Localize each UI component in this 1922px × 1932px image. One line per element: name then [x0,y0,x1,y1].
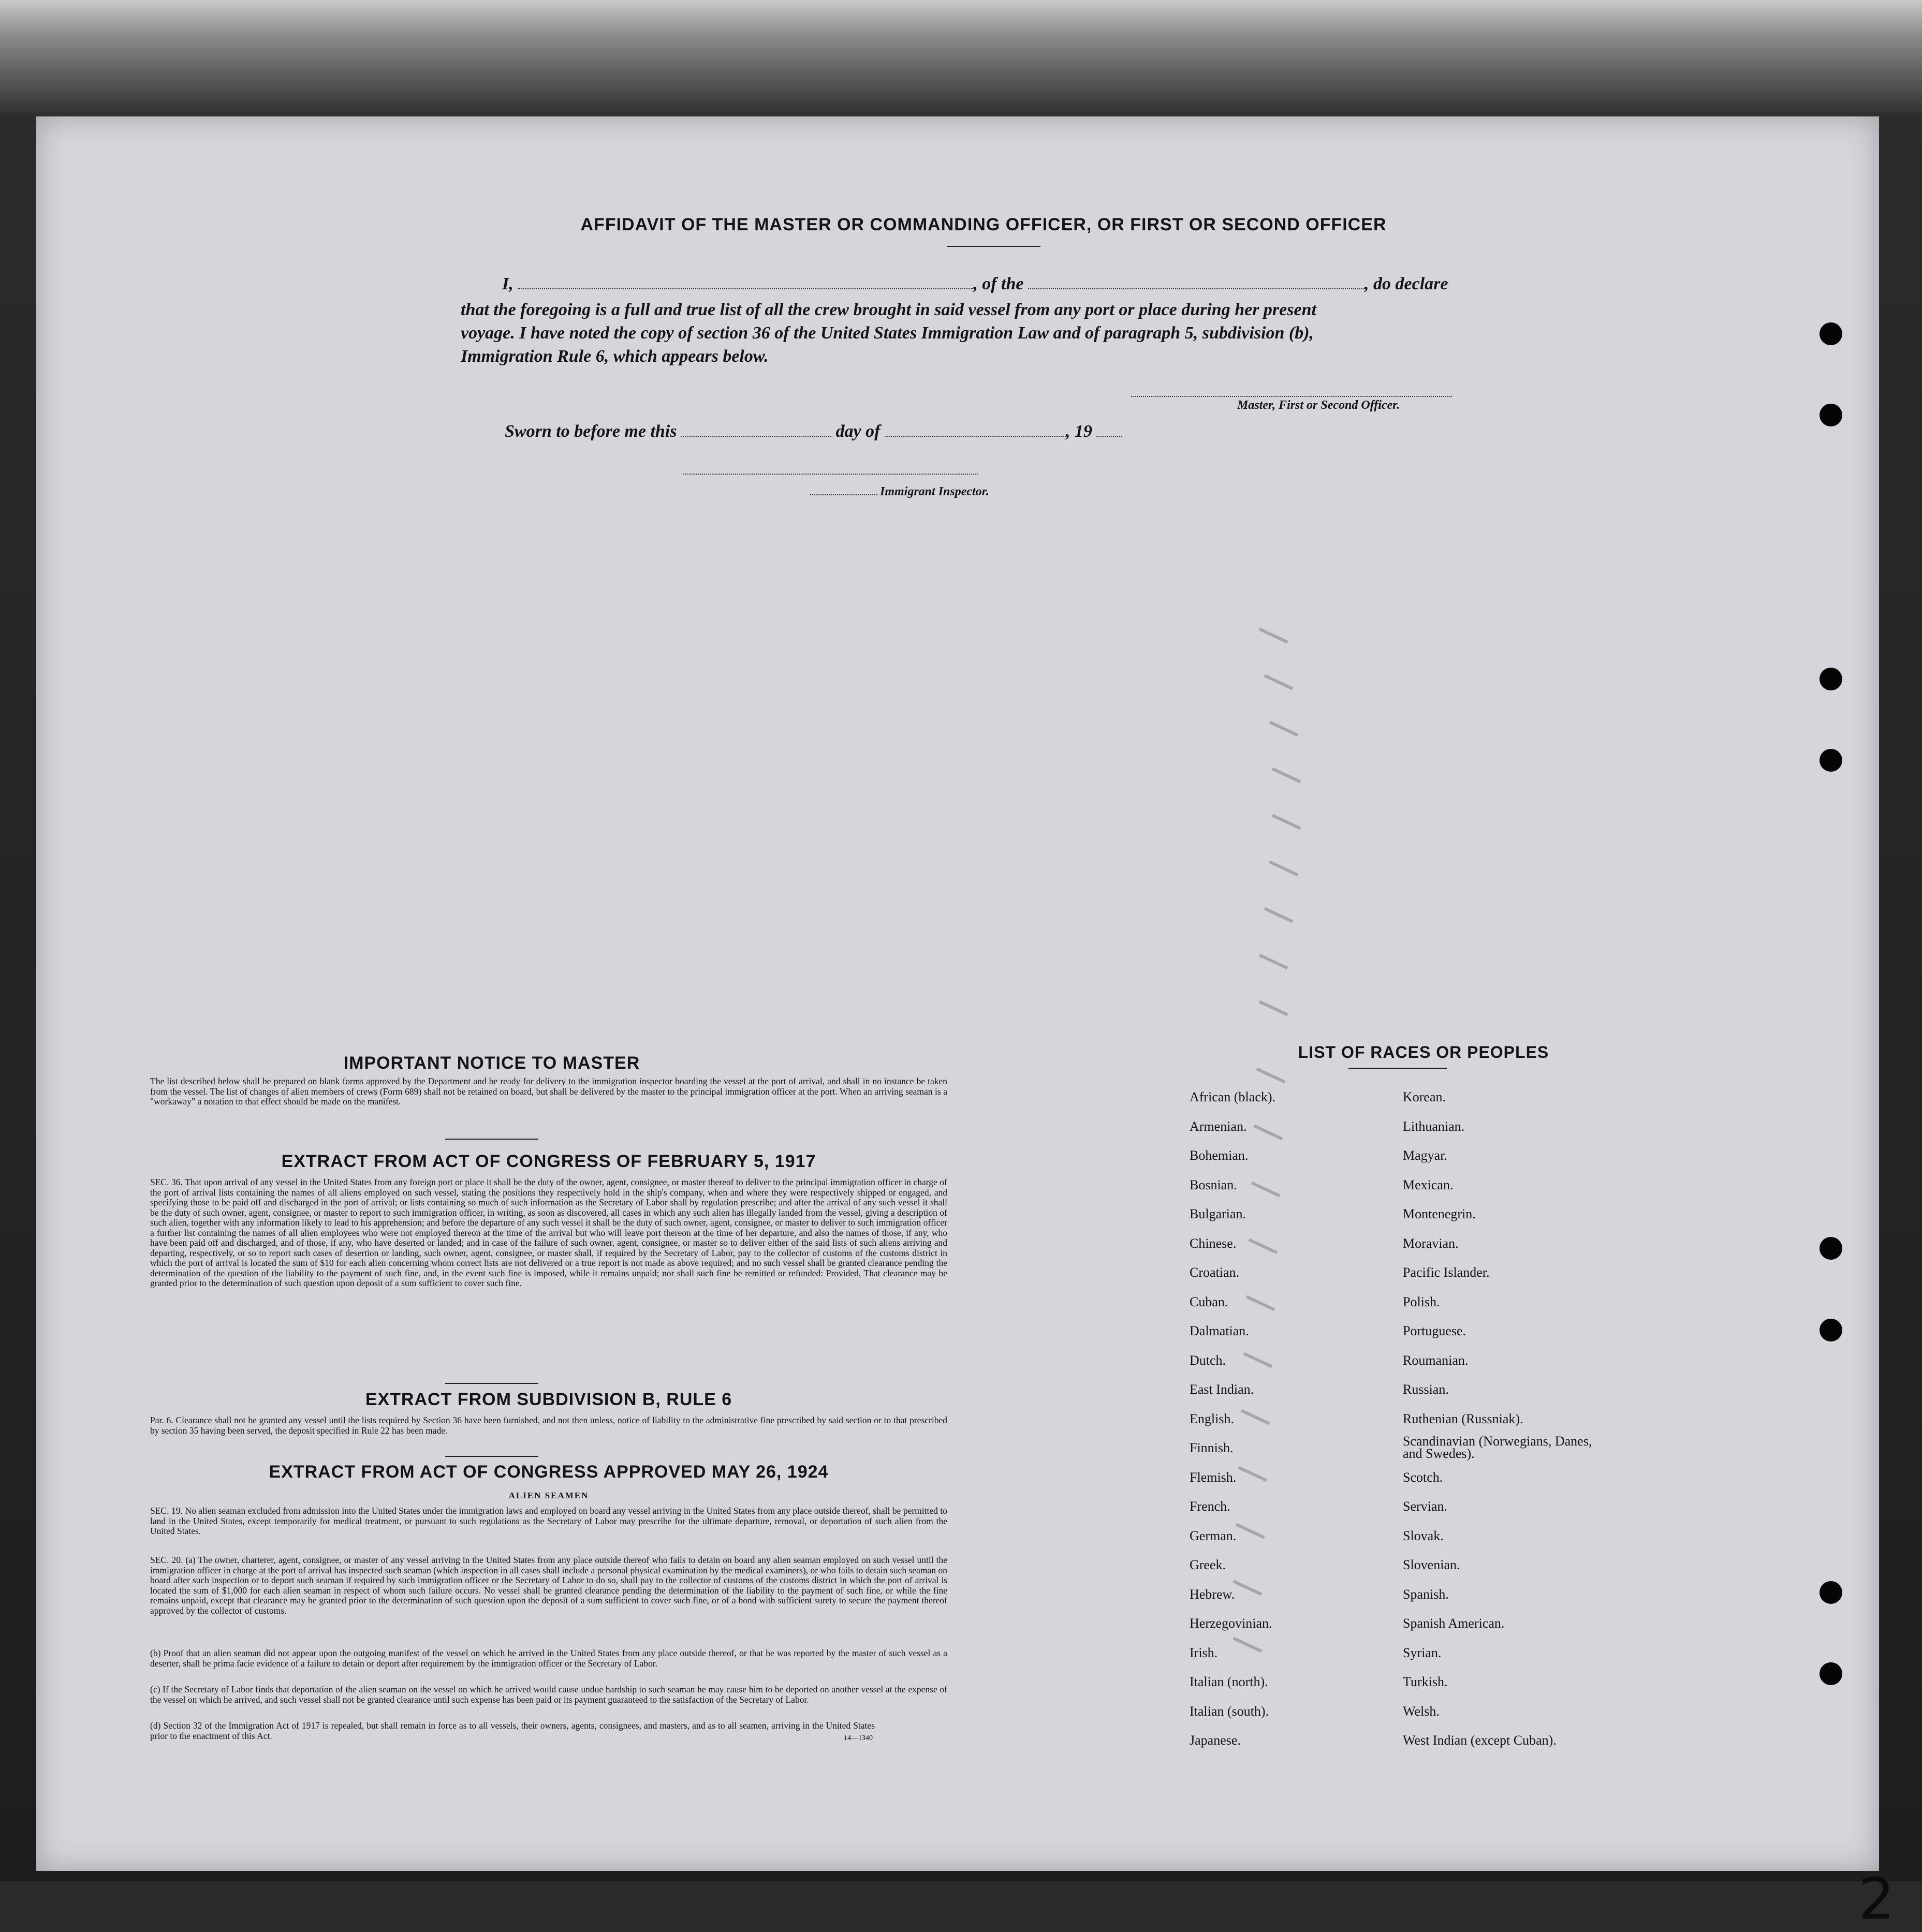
sec-19-text: SEC. 19. No alien seaman excluded from admission into the United States under the immigration laws and employed on board any vessel arriving in the United States from any place outside thereof, shall be permitted to land in the United States, except temporarily for medical treatment, or pursuant to such regulations as the Secretary of Labor may prescribe for the ultimate departure, removal, or deportation of such alien from the United States. [150,1506,947,1536]
race-item: Moravian. [1403,1235,1459,1251]
race-item: Dalmatian. [1190,1323,1249,1338]
race-item: Chinese. [1190,1235,1237,1251]
pencil-mark [1254,1125,1283,1141]
inspector-signature-line [683,474,978,475]
races-title: LIST OF RACES OR PEOPLES [1298,1043,1549,1061]
punch-hole [1820,1662,1842,1685]
pencil-mark [1236,1523,1265,1539]
subdivision-b-text: Par. 6. Clearance shall not be granted any vessel until the lists required by Section 36 have been furnished, and not then unless, notice of liability to the administrative fine prescribed by said section or to that prescribed by section 35 having been served, the deposit specified in Rule 22 has been made. [150,1415,947,1436]
film-edge [0,0,1922,119]
punch-hole [1820,749,1842,772]
race-item: Flemish. [1190,1469,1237,1485]
pencil-mark [1264,674,1294,690]
sec-20d-text: (d) Section 32 of the Immigration Act of 1917 is repealed, but shall remain in force as to all vessels, their owners, agents, consignees, and masters, and as to all seamen, arriving in the United States prior to the enactment of this Act. [150,1720,875,1741]
race-item: Finnish. [1190,1440,1234,1455]
pencil-mark [1259,1000,1288,1016]
master-signature-line [1131,396,1452,397]
punch-hole [1820,668,1842,690]
sec-20a-text: SEC. 20. (a) The owner, charterer, agent, consignee, or master of any vessel arriving in the United States from any place outside thereof who fails to detain on board any alien seaman employed on such vessel until the immigration officer in charge at the port of arrival has inspected such seaman (which inspection in all cases shall include a personal physical examination by the medical examiners), or who fails to detain such seaman on board after such inspection or to deport such seaman if required by such immigration officer or the Secretary of Labor to do so, shall pay to the collector of customs of the customs district in which the port of arrival is located the sum of $1,000 for each alien seaman in respect of whom such failure occurs. No vessel shall be granted clearance pending the determination of the liability to the payment of such fine, or while the fine remains unpaid, except that clearance may be granted prior to the determination of such question upon the deposit of a sum sufficient to cover such fine, or of a bond with sufficient surety to secure the payment thereof approved by the collector of customs. [150,1555,947,1616]
notice-text: The list described below shall be prepared on blank forms approved by the Department and be ready for delivery to the immigration inspector boarding the vessel at the port of arrival, and shall in no instance be taken from the vessel. The list of changes of alien members of crews (Form 689) shall not be retained on board, but shall be delivered by the master to the principal immigration officer at the port. When an arriving seaman is a "workaway" a notation to that effect should be made on the manifest. [150,1076,947,1107]
race-item: Spanish. [1403,1586,1449,1602]
affidavit-declare: , do declare [1365,274,1448,293]
race-item: Irish. [1190,1645,1218,1660]
race-item: Bulgarian. [1190,1206,1246,1221]
race-item: Bosnian. [1190,1177,1237,1192]
race-item: Greek. [1190,1557,1226,1572]
subdivision-b-rule [445,1456,538,1457]
race-item: English. [1190,1411,1234,1426]
race-item: Polish. [1403,1294,1440,1309]
race-item: Slovenian. [1403,1557,1460,1572]
race-item: Russian. [1403,1382,1449,1397]
race-item: Korean. [1403,1089,1446,1104]
sworn-day-blank [681,423,831,437]
race-item: Turkish. [1403,1674,1448,1689]
inspector-short-rule [810,494,877,495]
race-item: Mexican. [1403,1177,1454,1192]
affidavit-line-2: that the foregoing is a full and true list of all the crew brought in said vessel from any port or place during her present [461,300,1316,319]
race-item: African (black). [1190,1089,1276,1104]
race-item: East Indian. [1190,1382,1254,1397]
pencil-mark [1233,1580,1263,1596]
notice-rule [445,1139,538,1140]
race-item: Servian. [1403,1499,1447,1514]
race-item: Ruthenian (Russniak). [1403,1411,1523,1426]
sec-20b-text: (b) Proof that an alien seaman did not appear upon the outgoing manifest of the vessel on which he arrived in the United States from any place outside thereof, or that he was reported by the master of such vessel as a deserter, shall be prima facie evidence of a failure to detain or deport after requirement by the immigration officer or the Secretary of Labor. [150,1648,947,1669]
pencil-mark [1259,954,1288,970]
race-item: Montenegrin. [1403,1206,1476,1221]
pencil-mark [1241,1409,1270,1425]
race-item: Welsh. [1403,1703,1440,1719]
race-item: Portuguese. [1403,1323,1466,1338]
pencil-mark [1243,1352,1273,1368]
sworn-year-label: , 19 [1065,422,1092,441]
punch-hole [1820,322,1842,345]
sworn-year-blank [1096,423,1122,437]
race-item: Slovak. [1403,1528,1444,1543]
extract-1917-title: EXTRACT FROM ACT OF CONGRESS OF FEBRUARY 5, 1917 [281,1152,816,1171]
pencil-mark [1246,1295,1275,1311]
race-item: Roumanian. [1403,1352,1469,1368]
pencil-mark [1269,861,1299,877]
race-item: Hebrew. [1190,1586,1235,1602]
alien-seamen-subtitle: ALIEN SEAMEN [508,1491,589,1500]
pencil-mark [1272,814,1301,830]
extract-1917-rule [445,1383,538,1384]
pencil-mark [1269,721,1299,737]
pencil-mark [1251,1182,1281,1198]
affidavit-line-1 [502,274,1448,294]
race-item: Lithuanian. [1403,1118,1465,1134]
vessel-blank [1028,276,1365,289]
pencil-mark [1233,1637,1263,1653]
race-item: Dutch. [1190,1352,1226,1368]
races-title-rule [1348,1068,1447,1069]
extract-1917-text: SEC. 36. That upon arrival of any vessel in the United States from any foreign port or place it shall be the duty of the owner, agent, consignee, or master thereof to deliver to the principal immigration officer in charge of the port of arrival lists containing the names of all aliens employed on such vessel, stating the positions they respectively hold in the ship's company, when and where they were respectively shipped or engaged, and specifying those to be paid off and discharged in the port of arrival; or lists containing so much of such information as the Secretary of Labor shall by regulation prescribe; and after the arrival of any such vessel it shall be the duty of such owner, agent, consignee, or master to report to such immigration officer, in writing, as soon as discovered, all cases in which any such alien has illegally landed from the vessel, giving a description of such alien, together with any information likely to lead to his apprehension; and before the departure of any such vessel it shall be the duty of such owner, agent, consignee, or master to deliver to such immigration officer a further list containing the names of all alien employees who were not employed thereon at the time of the arrival but who will leave port thereon at the time of her departure, and also the names of those, if any, who have been paid off and discharged, and of those, if any, who have deserted or landed; and in case of the failure of such owner, agent, consignee, or master so to deliver either of the said lists of such aliens arriving and departing, respectively, or so to report such cases of desertion or landing, such owner, agent, consignee, or master shall, if required by the Secretary of Labor, pay to the collector of customs of the customs district in which the port of arrival is located the sum of $10 for each alien concerning whom correct lists are not delivered or a true report is not made as above required; and no such vessel shall be granted clearance pending the determination of the question of the liability to the payment of such fine, and, in the event such fine is imposed, while it remains unpaid; nor shall such fine be remitted or refunded: Provided, That clearance may be granted prior to the determination of such question upon deposit of a sum sufficient to cover such fine. [150,1177,947,1288]
affidavit-line-4: Immigration Rule 6, which appears below. [461,347,769,366]
punch-hole [1820,1581,1842,1604]
affidavit-line-3: voyage. I have noted the copy of section 36 of the United States Immigration Law and of paragraph 5, subdivision (b), [461,323,1314,343]
sec-20c-text: (c) If the Secretary of Labor finds that deportation of the alien seaman on the vessel on which he arrived would cause undue hardship to such seaman he may cause him to be deported on another vessel at the expense of the vessel on which he arrived, and such vessel shall not be granted clearance until such expense has been paid or its payment guaranteed to the satisfaction of the Secretary of Labor. [150,1684,947,1705]
race-item: Italian (south). [1190,1703,1269,1719]
affidavit-title: AFFIDAVIT OF THE MASTER OR COMMANDING OFFICER, OR FIRST OR SECOND OFFICER [580,215,1387,234]
race-item: Croatian. [1190,1265,1240,1280]
race-item: Armenian. [1190,1118,1247,1134]
pencil-mark [1256,1068,1286,1084]
race-item: German. [1190,1528,1237,1543]
race-item: French. [1190,1499,1230,1514]
race-item: Magyar. [1403,1148,1447,1163]
punch-hole [1820,404,1842,426]
race-item: Spanish American. [1403,1616,1505,1631]
race-item: Cuban. [1190,1294,1228,1309]
sworn-month-blank [885,423,1066,437]
race-item: West Indian (except Cuban). [1403,1733,1557,1748]
pencil-mark [1264,907,1294,923]
race-item: Bohemian. [1190,1148,1249,1163]
pencil-mark [1259,628,1288,644]
race-item: Scandinavian (Norwegians, Danes, and Swedes). [1403,1434,1592,1461]
race-item: Pacific Islander. [1403,1265,1490,1280]
punch-hole [1820,1319,1842,1341]
sworn-prefix: Sworn to before me this [505,422,677,441]
affidavit-title-rule [947,246,1040,247]
notice-title: IMPORTANT NOTICE TO MASTER [343,1053,640,1073]
pencil-mark [1238,1466,1268,1482]
race-item: Syrian. [1403,1645,1442,1660]
race-item: Italian (north). [1190,1674,1268,1689]
sworn-line [505,422,1122,441]
subdivision-b-title: EXTRACT FROM SUBDIVISION B, RULE 6 [365,1390,732,1409]
master-label: Master, First or Second Officer. [1237,399,1400,412]
affidavit-i: I, [502,274,513,293]
handwritten-page-number: 2 [1858,1866,1895,1932]
race-item: Herzegovinian. [1190,1616,1272,1631]
pencil-mark [1249,1238,1278,1255]
affidavit-of-the: , of the [973,274,1024,293]
sworn-day-label: day of [835,422,881,441]
pencil-mark [1272,768,1301,784]
form-number: 14—1340 [844,1734,873,1742]
inspector-label: Immigrant Inspector. [880,485,989,498]
race-item: Scotch. [1403,1469,1443,1485]
race-item: Japanese. [1190,1733,1241,1748]
document-page [36,116,1895,1932]
name-blank [518,276,973,289]
extract-1924-title: EXTRACT FROM ACT OF CONGRESS APPROVED MAY 26, 1924 [269,1462,829,1482]
punch-hole [1820,1237,1842,1260]
